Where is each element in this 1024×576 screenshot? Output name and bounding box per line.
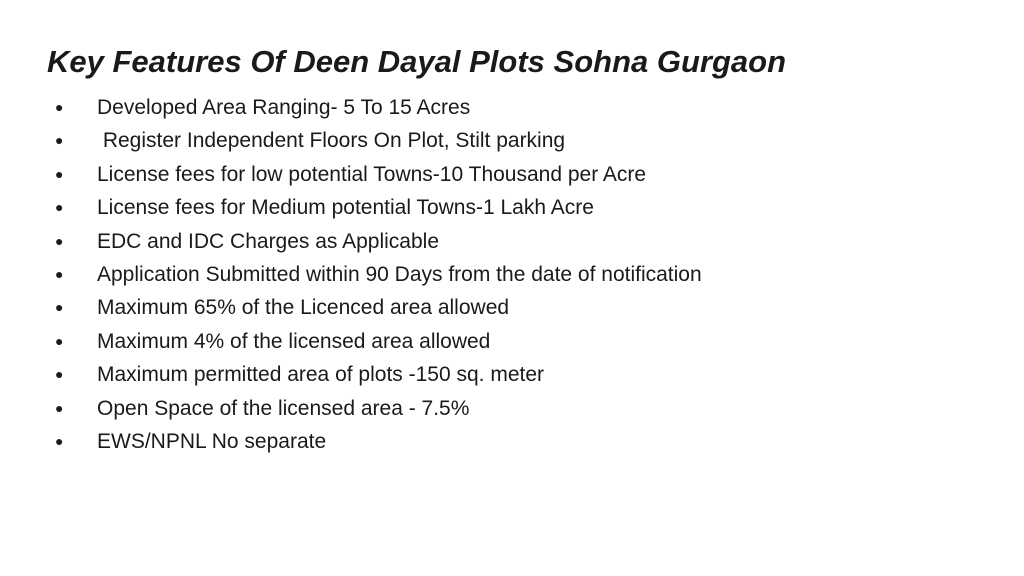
bullet-icon: ● xyxy=(55,199,64,216)
list-item xyxy=(0,124,566,157)
bullet-icon: ● xyxy=(55,132,64,149)
bullet-icon: ● xyxy=(55,332,64,349)
list-item xyxy=(0,325,491,358)
slide-title: Key Features Of Deen Dayal Plots Sohna Gurgaon xyxy=(47,44,787,79)
list-item xyxy=(0,358,545,391)
list-item xyxy=(0,191,594,224)
bullet-icon: ● xyxy=(55,265,64,282)
list-item-text: License fees for Medium potential Towns-1 Lakh Acre xyxy=(97,196,594,220)
bullet-icon: ● xyxy=(55,299,64,316)
list-item xyxy=(0,392,470,425)
bullet-icon: ● xyxy=(55,165,64,182)
list-item-text: EWS/NPNL No separate xyxy=(97,429,327,453)
list-item xyxy=(0,425,327,458)
list-item xyxy=(0,258,702,291)
list-item-text: Application Submitted within 90 Days from the date of notification xyxy=(97,262,702,286)
list-item xyxy=(0,158,647,191)
list-item-text: Register Independent Floors On Plot, Stilt parking xyxy=(97,129,566,153)
list-item-text: Developed Area Ranging- 5 To 15 Acres xyxy=(97,96,471,119)
bullet-icon: ● xyxy=(55,399,64,416)
list-item-text: Maximum 65% of the Licenced area allowed xyxy=(97,296,510,320)
list-item-text: Maximum permitted area of plots -150 sq. meter xyxy=(97,363,545,387)
bullet-icon: ● xyxy=(55,366,64,383)
list-item-text: Open Space of the licensed area - 7.5% xyxy=(97,396,470,420)
bullet-icon: ● xyxy=(55,99,64,115)
list-item-text: License fees for low potential Towns-10 Thousand per Acre xyxy=(97,162,647,186)
list-item-text: Maximum 4% of the licensed area allowed xyxy=(97,329,491,353)
feature-list xyxy=(0,91,702,458)
bullet-icon: ● xyxy=(55,432,64,449)
bullet-icon: ● xyxy=(55,232,64,249)
list-item xyxy=(0,225,440,258)
list-item xyxy=(0,291,510,324)
list-item xyxy=(0,91,471,124)
list-item-text: EDC and IDC Charges as Applicable xyxy=(97,229,440,253)
